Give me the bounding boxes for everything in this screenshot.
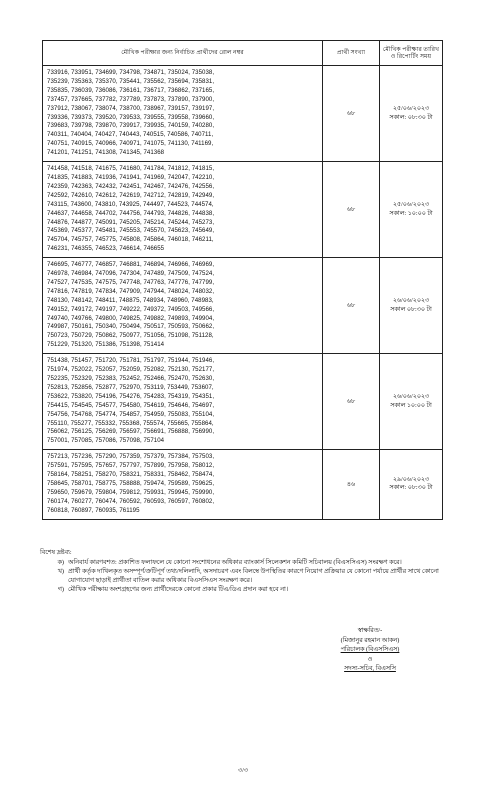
- signed-text: স্বাক্ষরিত/-: [357, 627, 383, 634]
- roll-number-line: 758645, 758701, 758775, 758888, 759474, 759589, 759625,: [47, 479, 215, 487]
- roll-number-line: 751974, 752022, 752057, 752059, 752082, 752130, 752177,: [47, 366, 215, 374]
- reporting-time: সকাল: ০৮:৩০ টা: [389, 113, 433, 121]
- roll-number-line: 739336, 739373, 739520, 739533, 739555, 739558, 739660,: [47, 113, 215, 121]
- table-row: [43, 450, 443, 519]
- note-item: [40, 558, 450, 567]
- candidate-count-cell: ৬৮: [323, 354, 380, 450]
- roll-number-line: 760174, 760277, 760474, 760592, 760593, 760597, 760802,: [47, 497, 215, 505]
- interview-date: ২৫/০৬/২০২৩: [392, 105, 430, 113]
- date-time-cell: [380, 162, 443, 258]
- note-item: [40, 567, 450, 585]
- roll-number-line: 754415, 754545, 754577, 754580, 754619, 754646, 754697,: [47, 401, 215, 409]
- roll-number-line: 742359, 742363, 742432, 742451, 742467, 742476, 742556,: [47, 182, 215, 190]
- reporting-time: সকাল: ০৮:৩০ টা: [389, 484, 433, 492]
- roll-number-line: 756062, 756125, 756269, 756597, 756691, 756888, 756990,: [47, 428, 215, 436]
- roll-number-line: 744876, 744877, 745091, 745205, 745214, 745244, 745273,: [47, 218, 215, 226]
- roll-number-line: 759650, 759679, 759804, 759812, 759931, 759945, 759990,: [47, 488, 215, 496]
- note-text: অনিবার্য কারণবশত: প্রকাশিত ফলাফলে যে কোনো সংশোধনের অধিকার ব্যাংকার্স সিলেকশন কমিটি সচিবালয় (বিএসসিএস) সংরক্ষণ করে।: [68, 559, 402, 566]
- header-candidate-count: প্রার্থী সংখ্যা: [323, 41, 380, 66]
- roll-number-line: 752813, 752856, 752877, 752970, 753119, 753449, 753607,: [47, 383, 214, 391]
- roll-schedule-table: [42, 40, 443, 520]
- date-time-cell: [380, 66, 443, 162]
- roll-number-line: 735239, 735363, 735370, 735441, 735562, 735694, 735831,: [47, 77, 215, 85]
- roll-number-line: 747527, 747535, 747575, 747748, 747763, 747776, 747799,: [47, 278, 215, 286]
- date-time-cell: [380, 354, 443, 450]
- roll-number-line: 740311, 740404, 740427, 740443, 740515, 740586, 740711,: [47, 131, 214, 139]
- roll-number-line: 757591, 757595, 757657, 757797, 757899, 757958, 758012,: [47, 462, 215, 470]
- table-header-row: [43, 41, 443, 66]
- roll-number-line: 737912, 738067, 738074, 738700, 738967, 739157, 739197,: [47, 104, 215, 112]
- notes-heading: বিশেষ দ্রষ্টব্য:: [40, 549, 72, 556]
- signatory-title-secondary: সদস্য-সচিব, বিএসসি: [344, 665, 396, 672]
- roll-number-line: 748130, 748142, 748411, 748875, 748934, 748960, 748983,: [47, 296, 214, 304]
- interview-date: ২৬/০৬/২০২৩: [392, 297, 430, 305]
- roll-number-line: 760818, 760897, 760935, 761195: [47, 506, 140, 514]
- signatory-conjunction: ও: [367, 655, 373, 663]
- roll-number-line: 745704, 745757, 745775, 745808, 745864, 746018, 746211,: [47, 236, 214, 244]
- roll-number-line: 751438, 751457, 751720, 751781, 751797, 751944, 751946,: [47, 357, 215, 365]
- candidate-count-cell: ৬৮: [323, 258, 380, 354]
- roll-number-line: 735835, 736039, 736086, 736161, 736717, 736862, 737165,: [47, 86, 215, 94]
- roll-number-line: 749152, 749172, 749197, 749222, 749372, 749503, 749566,: [47, 305, 215, 313]
- interview-date: ২৫/০৬/২০২৩: [392, 201, 430, 209]
- page-number: ৩/৩: [238, 767, 248, 774]
- roll-number-line: 755110, 755277, 755332, 755368, 755574, 755665, 755864,: [47, 419, 214, 427]
- roll-number-line: 740751, 740915, 740966, 740971, 741075, 741130, 741169,: [47, 140, 214, 148]
- note-label: খ): [57, 568, 64, 575]
- roll-number-line: 751229, 751320, 751386, 751398, 751414: [47, 341, 165, 349]
- roll-number-line: 739683, 739798, 739870, 739917, 739935, 740159, 740280,: [47, 122, 215, 130]
- roll-numbers-cell: [43, 450, 323, 519]
- roll-number-line: 737457, 737665, 737782, 737789, 737873, 737890, 737900,: [47, 95, 215, 103]
- candidate-count-cell: ৬৮: [323, 66, 380, 162]
- roll-number-line: 757001, 757085, 757086, 757098, 757104: [47, 437, 165, 445]
- roll-number-line: 745369, 745377, 745481, 745553, 745570, 745623, 745649,: [47, 227, 215, 235]
- roll-number-line: 747816, 747819, 747834, 747909, 747944, 748024, 748032,: [47, 287, 215, 295]
- roll-numbers-cell: [43, 354, 323, 450]
- roll-number-line: 757213, 757236, 757290, 757359, 757379, 757384, 757503,: [47, 453, 215, 461]
- header-roll-numbers: মৌখিক পরীক্ষার জন্য নির্বাচিত প্রার্থীদের রোল নম্বর: [43, 41, 323, 66]
- reporting-time: সকাল ০৮:৩০ টা: [390, 305, 432, 313]
- date-time-cell: [380, 450, 443, 519]
- roll-number-line: 733916, 733951, 734699, 734798, 734871, 735024, 735038,: [47, 69, 215, 76]
- table-row: [43, 258, 443, 354]
- table-row: [43, 66, 443, 162]
- signatory-name: (মিজানুর রহমান আকন): [340, 636, 400, 644]
- candidate-count-cell: ৬৮: [323, 162, 380, 258]
- interview-date: ২৯/০৬/২০২৩: [392, 475, 430, 483]
- note-text: মৌখিক পরীক্ষায় অংশগ্রহণের জন্য প্রার্থীদেরকে কোনো প্রকার টিএ/ডিএ প্রদান করা হবে না।: [68, 586, 289, 593]
- roll-number-line: 746978, 746984, 747096, 747304, 747489, 747509, 747524,: [47, 270, 215, 278]
- roll-number-line: 750723, 750729, 750862, 750977, 751056, 751098, 751128,: [47, 332, 214, 340]
- roll-number-line: 742592, 742610, 742612, 742619, 742712, 742819, 742949,: [47, 191, 215, 199]
- roll-number-line: 754756, 754768, 754774, 754857, 754959, 755083, 755104,: [47, 410, 215, 418]
- signatory-title: পরিচালক (বিএসসিএস): [340, 646, 400, 653]
- note-item: [40, 585, 450, 594]
- roll-number-line: 743115, 743600, 743810, 743925, 744497, 744523, 744574,: [47, 200, 214, 208]
- reporting-time: সকাল ১০:০০ টা: [390, 401, 432, 409]
- roll-number-line: 744637, 744658, 744702, 744756, 744793, 744826, 744838,: [47, 209, 215, 217]
- roll-numbers-cell: [43, 66, 323, 162]
- roll-numbers-cell: [43, 258, 323, 354]
- roll-number-line: 746231, 746355, 746523, 746614, 746655: [47, 245, 165, 253]
- header-date-time: মৌখিক পরীক্ষার তারিখ ও রিপোর্টিং সময়: [380, 41, 443, 66]
- roll-number-line: 758164, 758251, 758270, 758321, 758331, 758462, 758474,: [47, 471, 215, 479]
- table-row: [43, 162, 443, 258]
- table-body: [43, 66, 443, 520]
- signature-block: [300, 626, 440, 674]
- reporting-time: সকাল: ১০:০০ টা: [389, 209, 433, 217]
- note-text: প্রার্থী কর্তৃক দাখিলকৃত অসম্পূর্ণ/ক্রটিপূর্ণ তথ্য/দলিলাদি, অসদাচরণ এবং বিলম্বে উপস্থিতির কারণে নিয়োগ প্রক্রিয়ার যে কোনো পর্যায়ে প্রার্থীর সাথে কোনো যোগাযোগ ছাড়াই প্রার্থীতা বাতিল করার অধিকার বিএসসিএস সংরক্ষণ করে।: [68, 568, 439, 584]
- roll-number-line: 741458, 741518, 741675, 741680, 741784, 741812, 741815,: [47, 165, 215, 173]
- note-label: ক): [57, 559, 64, 566]
- interview-date: ২৬/০৬/২০২৩: [392, 393, 430, 401]
- candidate-count-cell: ৪৬: [323, 450, 380, 519]
- roll-numbers-cell: [43, 162, 323, 258]
- roll-number-line: 741201, 741251, 741308, 741345, 741368: [47, 149, 165, 157]
- roll-number-line: 746695, 746777, 746857, 746881, 746894, 746966, 746969,: [47, 261, 215, 269]
- special-notes: [40, 548, 450, 594]
- roll-number-line: 749740, 749766, 749800, 749825, 749882, 749893, 749904,: [47, 314, 215, 322]
- roll-number-line: 752235, 752329, 752383, 752452, 752466, 752470, 752630,: [47, 375, 215, 382]
- note-label: গ): [57, 586, 64, 593]
- roll-number-line: 749987, 750161, 750340, 750494, 750517, 750593, 750662,: [47, 323, 215, 331]
- roll-number-line: 753622, 753820, 754196, 754276, 754283, 754319, 754351,: [47, 392, 215, 400]
- date-time-cell: [380, 258, 443, 354]
- roll-number-line: 741835, 741883, 741936, 741941, 741969, 742047, 742210,: [47, 173, 215, 181]
- table-row: [43, 354, 443, 450]
